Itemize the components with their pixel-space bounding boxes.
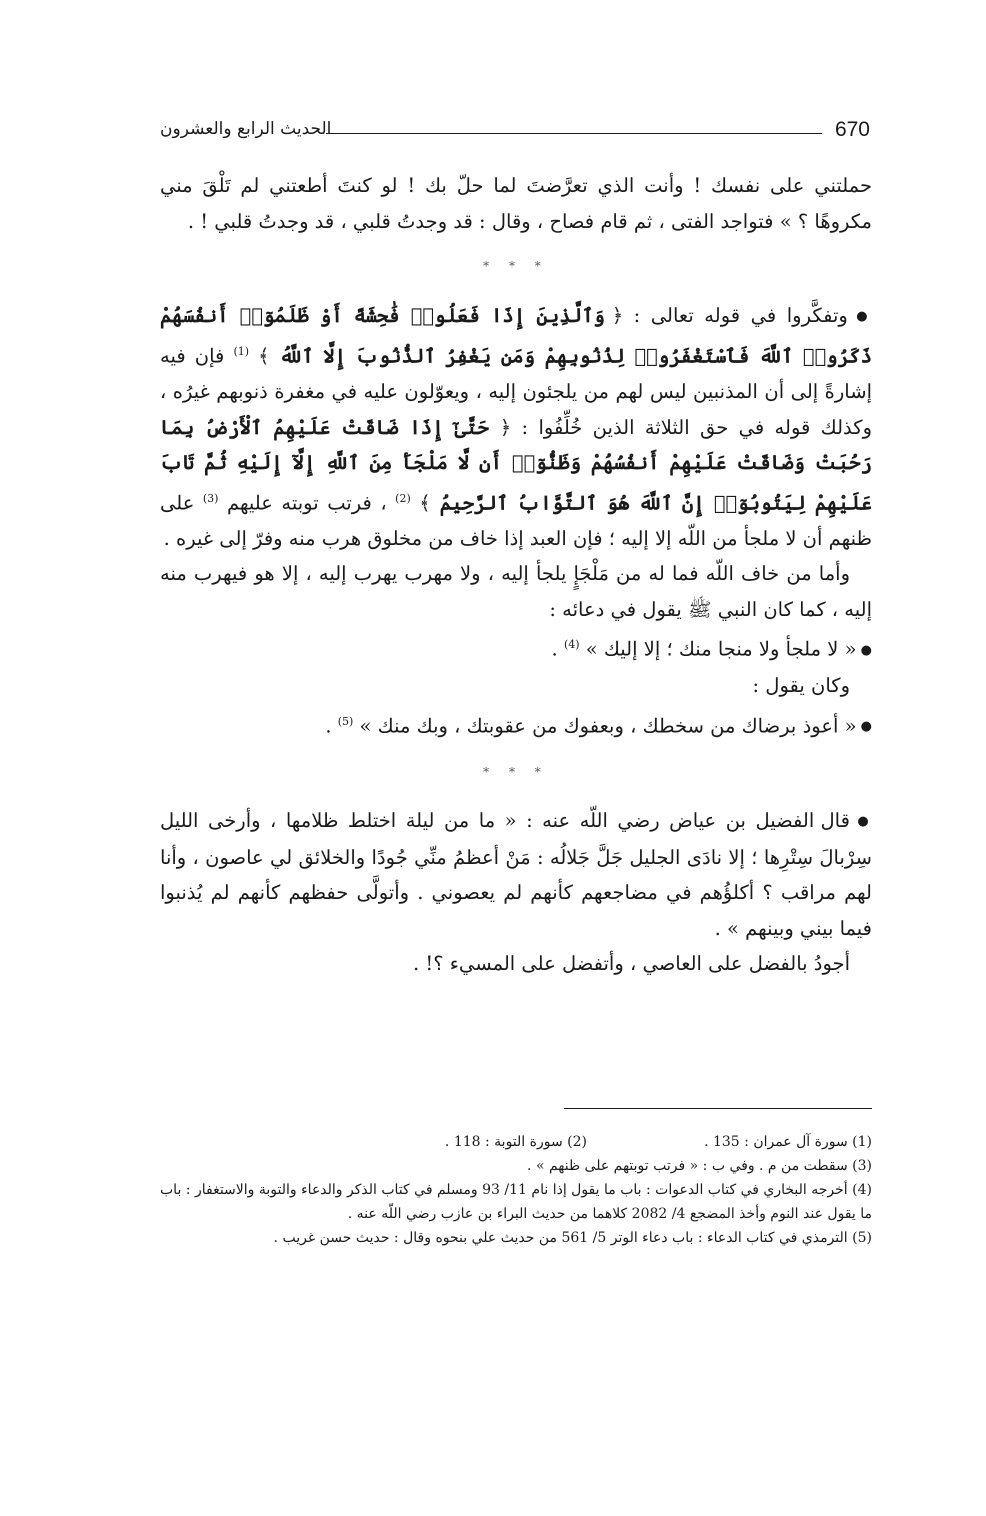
p2-intro: وتفكَّروا في قوله تعالى : ﴿ bbox=[611, 303, 848, 327]
quote-1-text: « لا ملجأ ولا منجا منك ؛ إلا إليك » bbox=[585, 637, 857, 661]
main-text bbox=[160, 168, 872, 982]
footnote-3: (3) سقطت من م . وفي ب : « فرتب توبتهم على ظنهم » . bbox=[527, 1158, 872, 1174]
paragraph-6: أجودُ بالفضل على العاصي ، وأتفضل على المسيء ؟! . bbox=[412, 952, 850, 975]
footnote-ref-1: (1) bbox=[233, 345, 250, 358]
footnote-ref-3: (3) bbox=[202, 491, 219, 505]
footnote-ref-2: (2) bbox=[395, 491, 411, 505]
footnote-4: (4) أخرجه البخاري في كتاب الدعوات : باب ما يقول إذا نام 11/ 93 ومسلم في كتاب الذكر والدعاء والتوبة والاستغفار : باب ما يقول عند النوم وأخذ المضجع 4/ 2082 كلاهما من حديث البراء بن عازب رضي اللّه عنه . bbox=[160, 1182, 872, 1222]
paragraph-4: وكان يقول : bbox=[752, 674, 850, 697]
footnote-ref-4: (4) bbox=[563, 638, 580, 651]
paragraph-1: حملتني على نفسك ! وأنت الذي تعرَّضتَ لما حلّ بك ! لو كنتَ أطعتني لم تَلْقَ مني مكروهًا ؟ » فتواجد الفتى ، ثم قام فصاح ، وقال : قد وجدتُ قلبي ، قد وجدتُ قلبي ! . bbox=[160, 174, 872, 233]
quran-verse-2: حَتَّىٰٓ إِذَا ضَاقَتْ عَلَيْهِمُ ٱلْأَرْضُ بِمَا رَحُبَتْ وَضَاقَتْ عَلَيْهِمْ أَنفُسُهُمْ وَظَنُّوٓا۟ أَن لَّا مَلْجَأَ مِنَ ٱللَّهِ إِلَّآ إِلَيْهِ ثُمَّ تَابَ عَلَيْهِمْ لِيَتُوبُوٓا۟ إِنَّ ٱللَّهَ هُوَ ٱلتَّوَّابُ ٱلرَّحِيمُ bbox=[160, 415, 872, 514]
p2-middle: فإن فيه إشارةً إلى أن المذنبين ليس لهم من يلجئون إليه ، ويعوّلون عليه في مغفرة ذنوبهم غيرُه ، وكذلك قوله في حق الثلاثة الذين خُلِّفُوا : ﴿ bbox=[160, 344, 872, 439]
paragraph-2 bbox=[160, 298, 872, 557]
paragraph-5: ● قال الفضيل بن عياض رضي اللّه عنه : « ما من ليلة اختلط ظلامها ، وأرخى الليل سِرْبالَ سِتْرِها ؛ إلا نادَى الجليل جَلَّ جَلالُه : مَنْ أعظمُ منِّي جُودًا والخلائق لي عاصون ، وأنا لهم مراقب ؟ أكلؤُهم في مضاجعهم كأنهم لم يعصوني . وأتولَّى حفظهم كأنهم لم يُذنبوا فيما بيني وبينهم » . bbox=[160, 803, 872, 946]
footnote-2: (2) سورة التوبة : 118 . bbox=[444, 1134, 587, 1150]
footnote-5: (5) الترمذي في كتاب الدعاء : باب دعاء الوتر 5/ 561 من حديث علي بنحوه وقال : حديث حسن غريب . bbox=[273, 1230, 872, 1246]
quran-verse-1: وَٱلَّذِينَ إِذَا فَعَلُوا۟ فَٰحِشَةً أَوْ ظَلَمُوٓا۟ أَنفُسَهُمْ ذَكَرُوا۟ ٱللَّهَ فَٱسْتَغْفَرُوا۟ لِذُنُوبِهِمْ وَمَن يَغْفِرُ ٱلذُّنُوبَ إِلَّا ٱللَّهُ bbox=[160, 303, 873, 368]
paragraph-3: وأما من خاف اللّه فما له من مَلْجَإٍ يلجأ إليه ، ولا مهرب يهرب إليه ، إلا هو فيهرب منه إليه ، كما كان النبي ﷺ يقول في دعائه : bbox=[160, 562, 872, 621]
p2-close-1: ﴾ bbox=[258, 344, 270, 368]
section-separator-2: * * * bbox=[483, 764, 549, 779]
p2-close-2: ﴾ bbox=[419, 491, 431, 514]
footnote-1: (1) سورة آل عمران : 135 . bbox=[704, 1134, 872, 1150]
p2-end: على ظنهم أن لا ملجأ من اللّه إلا إليه ؛ فإن العبد إذا خاف من مخلوق هرب منه وفرّ إلى غيره . bbox=[160, 491, 872, 550]
footnote-rule bbox=[564, 1108, 872, 1109]
bullet-quote-2 bbox=[160, 704, 872, 745]
quote-1-end: . bbox=[551, 637, 564, 661]
running-header bbox=[160, 118, 872, 148]
footnote-row-1 bbox=[160, 1130, 872, 1154]
p2-after: ، فرتب توبته عليهم bbox=[218, 491, 396, 514]
section-separator: * * * bbox=[483, 259, 549, 273]
chapter-title: الحديث الرابع والعشرون bbox=[160, 119, 332, 139]
header-rule bbox=[326, 133, 822, 134]
quote-2-end: . bbox=[325, 714, 338, 737]
footnote-ref-5: (5) bbox=[337, 714, 354, 728]
footnote-list bbox=[160, 1130, 872, 1250]
page-number: 670 bbox=[834, 118, 870, 141]
bullet-quote-1 bbox=[160, 627, 872, 668]
quote-2-text: « أعوذ برضاك من سخطك ، وبعفوك من عقوبتك ، وبك منك » bbox=[359, 714, 857, 737]
